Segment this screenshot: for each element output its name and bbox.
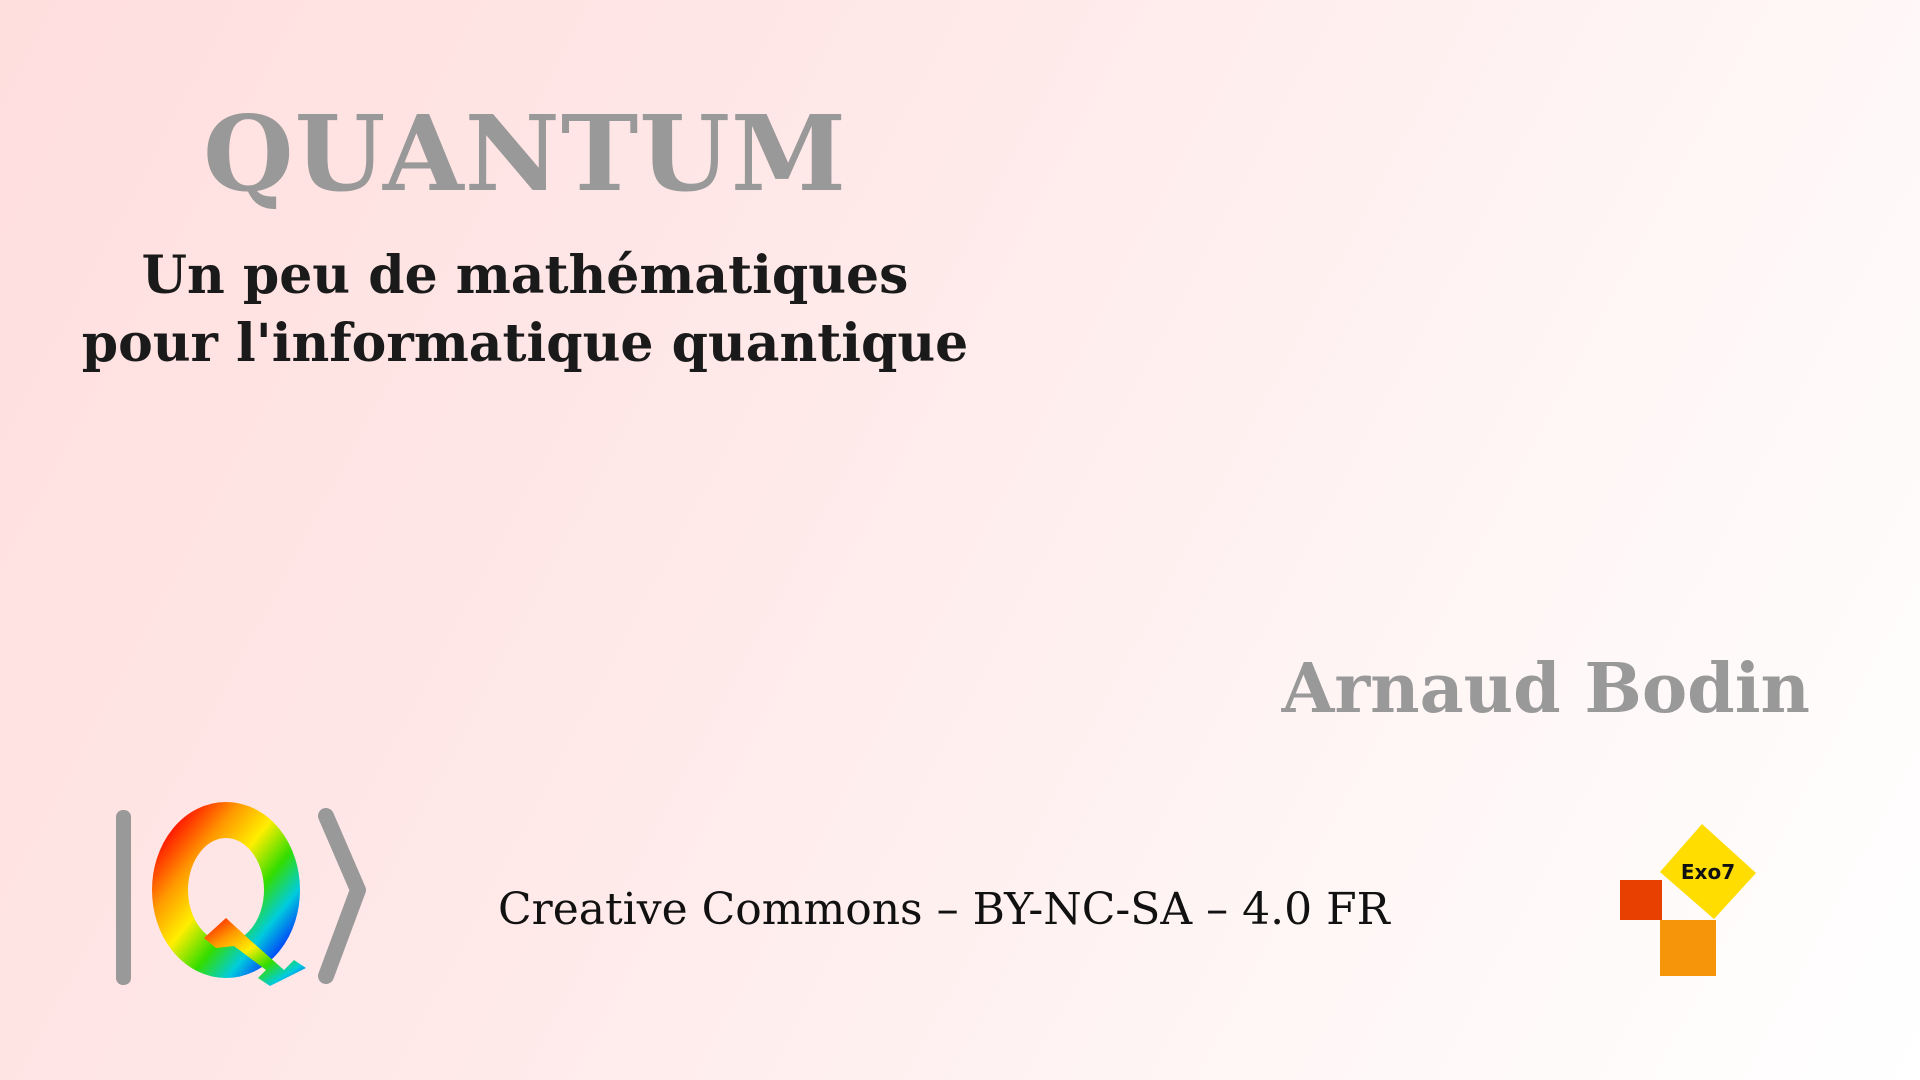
subtitle-line-1: Un peu de mathématiques <box>141 245 909 306</box>
page-title: QUANTUM <box>202 92 848 215</box>
exo7-logo-icon <box>1610 820 1760 980</box>
ket-q-icon <box>108 800 378 1000</box>
exo7-orange-square <box>1660 920 1716 976</box>
ket-bar <box>116 810 131 985</box>
subtitle-line-2: pour l'informatique quantique <box>81 313 969 374</box>
exo7-red-square <box>1620 880 1662 920</box>
author-name: Arnaud Bodin <box>1281 649 1810 729</box>
license-text: Creative Commons – BY-NC-SA – 4.0 FR <box>498 884 1390 935</box>
exo7-label: Exo7 <box>1680 860 1736 884</box>
subtitle <box>0 242 1050 378</box>
ket-angle <box>326 816 358 976</box>
